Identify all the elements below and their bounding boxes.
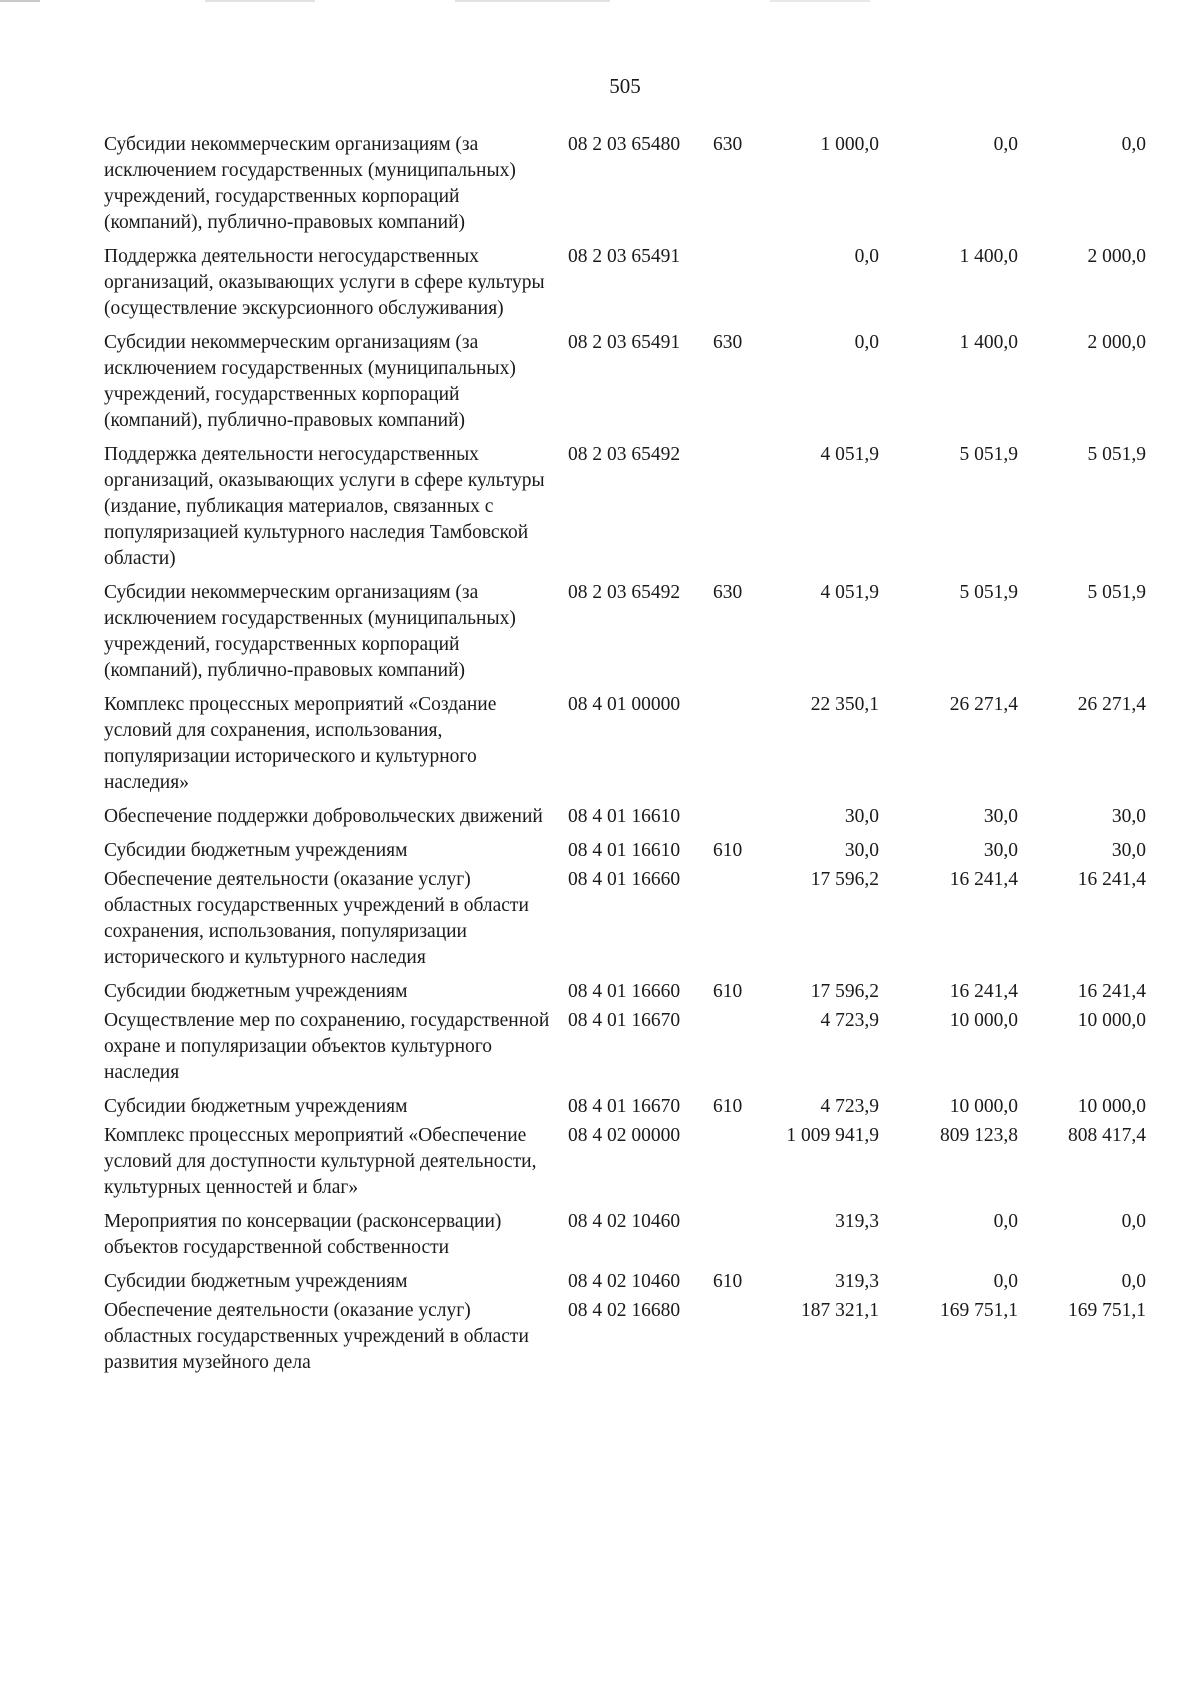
page-number: 505 bbox=[609, 74, 641, 98]
row-code: 08 2 03 65492 bbox=[568, 582, 681, 603]
row-value-3: 169 751,1 bbox=[1068, 1300, 1146, 1321]
table-row bbox=[104, 244, 1184, 322]
row-code: 08 4 01 16610 bbox=[568, 840, 681, 861]
row-value-3: 0,0 bbox=[1121, 134, 1146, 155]
row-value-3: 16 241,4 bbox=[1077, 981, 1146, 1002]
row-code: 08 4 02 00000 bbox=[568, 1125, 681, 1146]
table-row bbox=[104, 1269, 1184, 1295]
row-expense-type bbox=[713, 804, 779, 830]
row-value-3: 10 000,0 bbox=[1077, 1096, 1146, 1117]
row-expense-type bbox=[713, 1209, 779, 1261]
row-value-3: 0,0 bbox=[1121, 1271, 1146, 1292]
row-expense-type bbox=[713, 1008, 779, 1086]
row-code: 08 4 02 10460 bbox=[568, 1211, 681, 1232]
scan-artifact bbox=[205, 0, 315, 2]
budget-table bbox=[104, 132, 1184, 1384]
row-name: Субсидии некоммерческим организациям (за исключением государственных (муниципальных) учреждений, государственных корпораций (компаний), публично-правовых компаний) bbox=[104, 332, 516, 431]
row-code: 08 2 03 65491 bbox=[568, 246, 681, 267]
row-value-3: 5 051,9 bbox=[1087, 582, 1146, 603]
row-name: Обеспечение поддержки добровольческих движений bbox=[104, 806, 543, 827]
table-row bbox=[104, 1209, 1184, 1261]
table-row bbox=[104, 1094, 1184, 1120]
row-value-3: 2 000,0 bbox=[1087, 246, 1146, 267]
row-value-1: 4 051,9 bbox=[820, 444, 879, 465]
row-expense-type: 610 bbox=[713, 981, 743, 1002]
row-value-2: 0,0 bbox=[993, 1211, 1018, 1232]
table-row bbox=[104, 867, 1184, 971]
row-code: 08 4 02 16680 bbox=[568, 1300, 681, 1321]
row-value-1: 4 723,9 bbox=[820, 1010, 879, 1031]
row-expense-type bbox=[713, 244, 779, 322]
row-expense-type bbox=[713, 867, 779, 971]
row-value-2: 26 271,4 bbox=[949, 694, 1018, 715]
row-value-3: 5 051,9 bbox=[1087, 444, 1146, 465]
row-value-2: 169 751,1 bbox=[940, 1300, 1018, 1321]
row-code: 08 4 02 10460 bbox=[568, 1271, 681, 1292]
row-value-2: 0,0 bbox=[993, 1271, 1018, 1292]
table-row bbox=[104, 692, 1184, 796]
row-value-2: 1 400,0 bbox=[959, 246, 1018, 267]
row-expense-type: 630 bbox=[713, 582, 743, 603]
row-name: Обеспечение деятельности (оказание услуг) областных государственных учреждений в области сохранения, использования, популяризации исторического и культурного наследия bbox=[104, 869, 529, 968]
table-row bbox=[104, 330, 1184, 434]
row-expense-type: 630 bbox=[713, 332, 743, 353]
table-row bbox=[104, 1008, 1184, 1086]
row-value-3: 26 271,4 bbox=[1077, 694, 1146, 715]
table-row bbox=[104, 1123, 1184, 1201]
row-code: 08 4 01 16610 bbox=[568, 806, 681, 827]
table-row bbox=[104, 1298, 1184, 1376]
row-value-2: 5 051,9 bbox=[959, 444, 1018, 465]
scan-artifact bbox=[455, 0, 610, 2]
row-code: 08 2 03 65492 bbox=[568, 444, 681, 465]
row-value-2: 10 000,0 bbox=[949, 1096, 1018, 1117]
table-row bbox=[104, 442, 1184, 572]
row-name: Субсидии некоммерческим организациям (за исключением государственных (муниципальных) учреждений, государственных корпораций (компаний), публично-правовых компаний) bbox=[104, 582, 516, 681]
row-value-2: 809 123,8 bbox=[940, 1125, 1018, 1146]
row-name: Субсидии некоммерческим организациям (за исключением государственных (муниципальных) учреждений, государственных корпораций (компаний), публично-правовых компаний) bbox=[104, 134, 516, 233]
row-value-1: 4 723,9 bbox=[820, 1096, 879, 1117]
row-value-2: 30,0 bbox=[983, 840, 1018, 861]
row-code: 08 4 01 00000 bbox=[568, 694, 681, 715]
row-name: Комплекс процессных мероприятий «Обеспечение условий для доступности культурной деятельности, культурных ценностей и благ» bbox=[104, 1125, 537, 1198]
row-value-2: 0,0 bbox=[993, 134, 1018, 155]
row-value-2: 16 241,4 bbox=[949, 981, 1018, 1002]
row-name: Поддержка деятельности негосударственных организаций, оказывающих услуги в сфере культуры (издание, публикация материалов, связанных с популяризацией культурного наследия Тамбовской области) bbox=[104, 444, 545, 569]
row-expense-type bbox=[713, 1123, 779, 1201]
row-value-1: 30,0 bbox=[844, 840, 879, 861]
row-expense-type: 610 bbox=[713, 840, 743, 861]
row-value-1: 319,3 bbox=[835, 1211, 879, 1232]
row-value-1: 17 596,2 bbox=[810, 981, 879, 1002]
row-value-3: 30,0 bbox=[1111, 806, 1146, 827]
row-value-1: 0,0 bbox=[854, 332, 879, 353]
row-code: 08 4 01 16670 bbox=[568, 1010, 681, 1031]
table-row bbox=[104, 580, 1184, 684]
row-expense-type: 610 bbox=[713, 1271, 743, 1292]
row-name: Субсидии бюджетным учреждениям bbox=[104, 840, 408, 861]
row-value-1: 17 596,2 bbox=[810, 869, 879, 890]
row-code: 08 2 03 65480 bbox=[568, 134, 681, 155]
row-value-2: 10 000,0 bbox=[949, 1010, 1018, 1031]
row-name: Субсидии бюджетным учреждениям bbox=[104, 981, 408, 1002]
row-code: 08 4 01 16670 bbox=[568, 1096, 681, 1117]
table-row bbox=[104, 132, 1184, 236]
row-value-1: 187 321,1 bbox=[801, 1300, 879, 1321]
row-name: Поддержка деятельности негосударственных организаций, оказывающих услуги в сфере культуры (осуществление экскурсионного обслуживания) bbox=[104, 246, 545, 319]
row-value-1: 1 000,0 bbox=[820, 134, 879, 155]
row-value-1: 1 009 941,9 bbox=[786, 1125, 879, 1146]
row-name: Комплекс процессных мероприятий «Создание условий для сохранения, использования, популяризации исторического и культурного наследия» bbox=[104, 694, 497, 793]
row-name: Мероприятия по консервации (расконсервации) объектов государственной собственности bbox=[104, 1211, 502, 1258]
row-value-3: 0,0 bbox=[1121, 1211, 1146, 1232]
row-value-1: 319,3 bbox=[835, 1271, 879, 1292]
row-code: 08 4 01 16660 bbox=[568, 869, 681, 890]
row-expense-type bbox=[713, 442, 779, 572]
row-value-3: 2 000,0 bbox=[1087, 332, 1146, 353]
row-name: Осуществление мер по сохранению, государственной охране и популяризации объектов культурного наследия bbox=[104, 1010, 550, 1083]
row-name: Субсидии бюджетным учреждениям bbox=[104, 1096, 408, 1117]
scan-artifact bbox=[0, 0, 40, 2]
table-row bbox=[104, 979, 1184, 1005]
row-value-1: 22 350,1 bbox=[810, 694, 879, 715]
row-value-1: 0,0 bbox=[854, 246, 879, 267]
row-name: Субсидии бюджетным учреждениям bbox=[104, 1271, 408, 1292]
row-value-3: 808 417,4 bbox=[1068, 1125, 1146, 1146]
row-value-1: 30,0 bbox=[844, 806, 879, 827]
row-value-2: 30,0 bbox=[983, 806, 1018, 827]
row-expense-type: 610 bbox=[713, 1096, 743, 1117]
row-value-3: 30,0 bbox=[1111, 840, 1146, 861]
table-row bbox=[104, 804, 1184, 830]
row-expense-type: 630 bbox=[713, 134, 743, 155]
row-value-3: 16 241,4 bbox=[1077, 869, 1146, 890]
scan-artifact bbox=[770, 0, 870, 2]
row-value-2: 16 241,4 bbox=[949, 869, 1018, 890]
row-name: Обеспечение деятельности (оказание услуг) областных государственных учреждений в области развития музейного дела bbox=[104, 1300, 529, 1373]
row-expense-type bbox=[713, 1298, 779, 1376]
table-row bbox=[104, 838, 1184, 864]
row-code: 08 2 03 65491 bbox=[568, 332, 681, 353]
row-value-2: 1 400,0 bbox=[959, 332, 1018, 353]
row-value-3: 10 000,0 bbox=[1077, 1010, 1146, 1031]
row-code: 08 4 01 16660 bbox=[568, 981, 681, 1002]
row-value-2: 5 051,9 bbox=[959, 582, 1018, 603]
row-expense-type bbox=[713, 692, 779, 796]
row-value-1: 4 051,9 bbox=[820, 582, 879, 603]
